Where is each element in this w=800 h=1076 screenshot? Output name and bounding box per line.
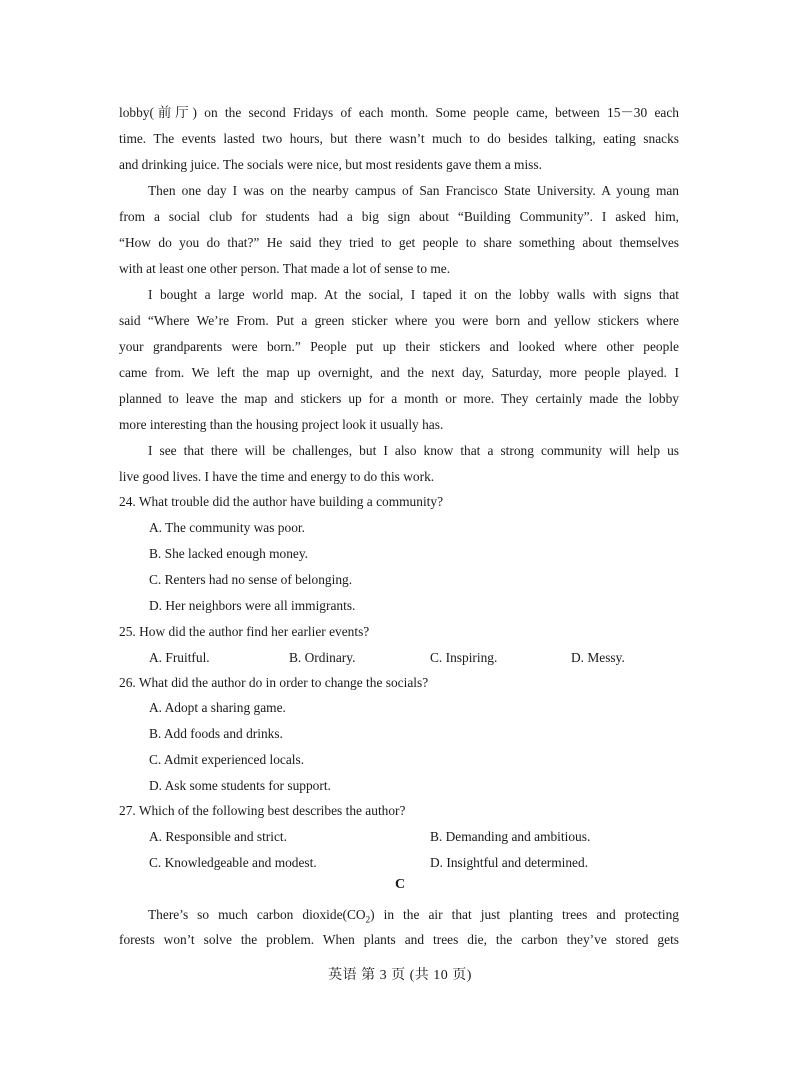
passage-line: forests won’t solve the problem. When plants and trees die, the carbon they’ve stored gets xyxy=(119,932,679,947)
passage-line: Then one day I was on the nearby campus of San Francisco State University. A young man xyxy=(148,183,679,198)
passage-line: planned to leave the map and stickers up for a month or more. They certainly made the lobby xyxy=(119,391,679,406)
passage-line: and drinking juice. The socials were nice, but most residents gave them a miss. xyxy=(119,157,542,172)
question-24-stem: 24. What trouble did the author have building a community? xyxy=(119,494,444,509)
option-27c: C. Knowledgeable and modest. xyxy=(149,855,317,870)
option-26d: D. Ask some students for support. xyxy=(149,778,331,793)
passage-line: “How do you do that?” He said they tried to get people to share something about themselves xyxy=(119,235,679,250)
option-24d: D. Her neighbors were all immigrants. xyxy=(149,598,356,613)
option-26c: C. Admit experienced locals. xyxy=(149,752,305,767)
section-heading: C xyxy=(394,877,406,892)
passage-line: more interesting than the housing project look it usually has. xyxy=(119,417,444,432)
question-26-stem: 26. What did the author do in order to change the socials? xyxy=(119,675,429,690)
passage-line: time. The events lasted two hours, but there wasn’t much to do besides talking, eating snacks xyxy=(119,131,679,146)
option-26b: B. Add foods and drinks. xyxy=(149,726,283,741)
option-25c: C. Inspiring. xyxy=(430,650,498,665)
option-26a: A. Adopt a sharing game. xyxy=(149,700,286,715)
option-25a: A. Fruitful. xyxy=(149,650,210,665)
passage-line xyxy=(148,905,679,930)
passage-line: I bought a large world map. At the social, I taped it on the lobby walls with signs that xyxy=(148,287,679,302)
passage-line: said “Where We’re From. Put a green sticker where you were born and yellow stickers where xyxy=(119,313,679,328)
passage-line: lobby(前厅) on the second Fridays of each month. Some people came, between 15－30 each xyxy=(119,105,679,120)
subscript: 2 xyxy=(365,914,371,925)
question-25-stem: 25. How did the author find her earlier events? xyxy=(119,624,370,639)
passage-line: from a social club for students had a big sign about “Building Community”. I asked him, xyxy=(119,209,679,224)
option-27b: B. Demanding and ambitious. xyxy=(430,829,591,844)
option-27d: D. Insightful and determined. xyxy=(430,855,589,870)
option-24a: A. The community was poor. xyxy=(149,520,305,535)
passage-text: There’s so much carbon dioxide(CO xyxy=(148,907,366,922)
passage-line: with at least one other person. That made a lot of sense to me. xyxy=(119,261,451,276)
passage-line: your grandparents were born.” People put up their stickers and looked where other people xyxy=(119,339,679,354)
passage-line: came from. We left the map up overnight, and the next day, Saturday, more people played. I xyxy=(119,365,679,380)
option-27a: A. Responsible and strict. xyxy=(149,829,287,844)
option-25b: B. Ordinary. xyxy=(289,650,356,665)
option-24b: B. She lacked enough money. xyxy=(149,546,309,561)
page-footer: 英语 第 3 页 (共 10 页) xyxy=(328,968,472,983)
option-25d: D. Messy. xyxy=(571,650,625,665)
option-24c: C. Renters had no sense of belonging. xyxy=(149,572,353,587)
question-27-stem: 27. Which of the following best describes the author? xyxy=(119,803,406,818)
passage-line: I see that there will be challenges, but I also know that a strong community will help us xyxy=(148,443,679,458)
passage-text: ) in the air that just planting trees and protecting xyxy=(370,907,679,922)
passage-line: live good lives. I have the time and energy to do this work. xyxy=(119,469,435,484)
